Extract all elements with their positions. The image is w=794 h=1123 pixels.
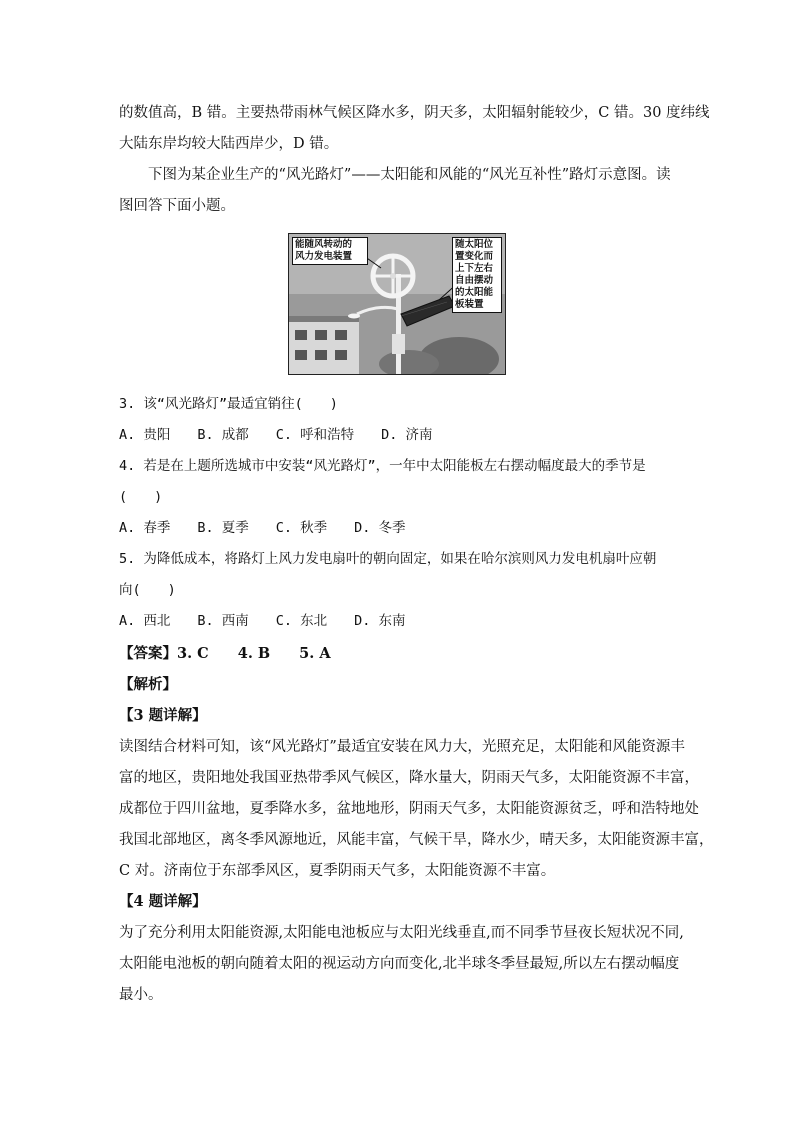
detail-4-line: 为了充分利用太阳能资源,太阳能电池板应与太阳光线垂直,而不同季节昼夜长短状况不同, — [119, 925, 684, 941]
detail-4-line: 最小。 — [119, 987, 163, 1003]
text-line: 图回答下面小题。 — [119, 198, 235, 214]
text-line: 大陆东岸均较大陆西岸少，D 错。 — [119, 136, 339, 152]
question-3-options: A. 贵阳 B. 成都 C. 呼和浩特 D. 济南 — [119, 427, 433, 443]
callout-wind-turbine: 能随风转动的 风力发电装置 — [292, 237, 368, 265]
question-5: 5. 为降低成本，将路灯上风力发电扇叶的朝向固定，如果在哈尔滨则风力发电机扇叶应朝 — [119, 551, 657, 567]
question-4: 4. 若是在上题所选城市中安装“风光路灯”，一年中太阳能板左右摆动幅度最大的季节是 — [119, 458, 646, 474]
analysis-heading: 【解析】 — [119, 676, 177, 693]
detail-3-line: 富的地区，贵阳地处我国亚热带季风气候区，降水量大，阴雨天气多，太阳能资源不丰富， — [119, 770, 699, 786]
detail-3-line: C 对。济南位于东部季风区，夏季阴雨天气多，太阳能资源不丰富。 — [119, 863, 556, 879]
question-4-continued: ( ) — [119, 489, 163, 505]
wind-solar-streetlight-photo — [288, 233, 506, 375]
detail-3-heading: 【3 题详解】 — [119, 707, 207, 724]
question-5-options: A. 西北 B. 西南 C. 东北 D. 东南 — [119, 613, 406, 629]
question-5-continued: 向( ) — [119, 582, 176, 598]
callout-solar-panel: 随太阳位 置变化而 上下左右 自由摆动 的太阳能 板装置 — [452, 237, 502, 313]
detail-3-line: 读图结合材料可知，该“风光路灯”最适宜安装在风力大，光照充足，太阳能和风能资源丰 — [119, 739, 685, 755]
detail-4-line: 太阳能电池板的朝向随着太阳的视运动方向而变化,北半球冬季昼最短,所以左右摆动幅度 — [119, 956, 680, 972]
question-3: 3. 该“风光路灯”最适宜销往( ) — [119, 396, 338, 412]
detail-3-line: 我国北部地区，离冬季风源地近，风能丰富，气候干旱，降水少，晴天多，太阳能资源丰富， — [119, 832, 714, 848]
text-line: 的数值高，B 错。主要热带雨林气候区降水多，阴天多，太阳辐射能较少，C 错。30 度纬线 — [119, 105, 710, 121]
detail-4-heading: 【4 题详解】 — [119, 893, 207, 910]
answer-key: 【答案】3. C 4. B 5. A — [119, 645, 331, 662]
question-4-options: A. 春季 B. 夏季 C. 秋季 D. 冬季 — [119, 520, 406, 536]
text-line: 下图为某企业生产的“风光路灯”——太阳能和风能的“风光互补性”路灯示意图。读 — [148, 167, 671, 183]
detail-3-line: 成都位于四川盆地，夏季降水多，盆地地形，阴雨天气多，太阳能资源贫乏，呼和浩特地处 — [119, 801, 699, 817]
